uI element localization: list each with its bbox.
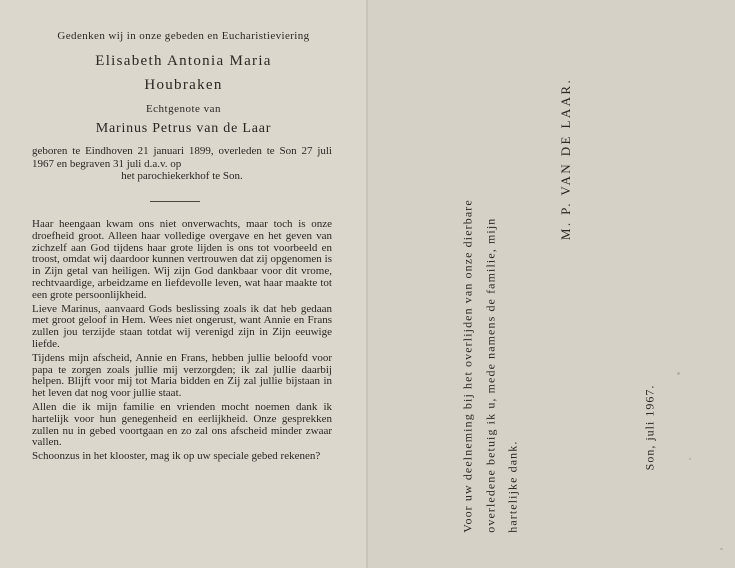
deceased-name-line1: Elisabeth Antonia Maria (95, 53, 272, 69)
thanks-line-1: Voor uw deelneming bij het overlijden van onze dierbare (460, 199, 475, 533)
paragraph-4: Allen die ik mijn familie en vrienden mocht noemen dank ik hartelijk voor hun genegenheid en eerlijkheid. Onze gesprekken zullen nu in gebed voortgaan en zo zal ons afscheid minder zwaar vallen. (32, 400, 332, 449)
paper-speck (720, 548, 723, 550)
birth-line-1: geboren te Eindhoven 21 januari 1899, overleden (32, 145, 262, 157)
paragraph-1: Haar heengaan kwam ons niet onverwachts, maar toch is onze droefheid groot. Alleen haar volledige overgave en het geven van zichzelf aan God tijdens haar grote lijden is ons tot voorbeeld en troost, omdat wij daardoor kunnen vertrouwen dat zij opgenomen is in Zijn getal van heiligen. Wij zijn God dankbaar voor dit vrome, rechtvaardige, arbeidzame en liefdevolle leven, wat haar maakte tot een grote persoonlijkheid. (32, 218, 332, 301)
dateline: Son, juli 1967. (642, 384, 657, 471)
paper-speck (677, 372, 680, 375)
thanks-text (456, 93, 524, 533)
birth-line-2: te Son 27 juli 1967 en begraven 31 juli d.a.v. op (32, 145, 332, 170)
spouse-name: Marinus Petrus van de Laar (95, 121, 272, 136)
right-panel (367, 0, 735, 568)
intro-line: Gedenken wij in onze gebeden en Eucharistieviering (57, 30, 310, 42)
signature: M. P. VAN DE LAAR. (558, 77, 573, 241)
paper-speck (689, 458, 691, 460)
paragraph-2: Lieve Marinus, aanvaard Gods beslissing zoals ik dat heb gedaan met groot geloof in Hem. Wees niet ongerust, want Annie en Frans zullen jou terzijde staan totdat wij verenigd zijn in Zijn eeuwige liefde. (32, 302, 332, 350)
section-divider (150, 201, 200, 202)
memorial-text (32, 219, 332, 465)
paragraph-3: Tijdens mijn afscheid, Annie en Frans, hebben jullie beloofd voor papa te zorgen zoals jullie mij verzorgden; ik zal jullie daarbij helpen. Blijft voor mij tot Maria bidden en Zij zal jullie bijstaan in het leven dat nog voor jullie staat. (32, 351, 332, 400)
birth-line-3: het parochiekerkhof te Son. (121, 170, 243, 182)
spouse-label: Echtgenote van (145, 103, 222, 115)
birth-death-details (32, 145, 332, 183)
deceased-name-line2: Houbraken (144, 77, 223, 93)
thanks-line-2: overledene betuig ik u, mede namens de familie, mijn (482, 217, 497, 533)
thanks-line-3: hartelijke dank. (505, 440, 520, 533)
paragraph-5: Schoonzus in het klooster, mag ik op uw speciale gebed rekenen? (32, 450, 321, 463)
